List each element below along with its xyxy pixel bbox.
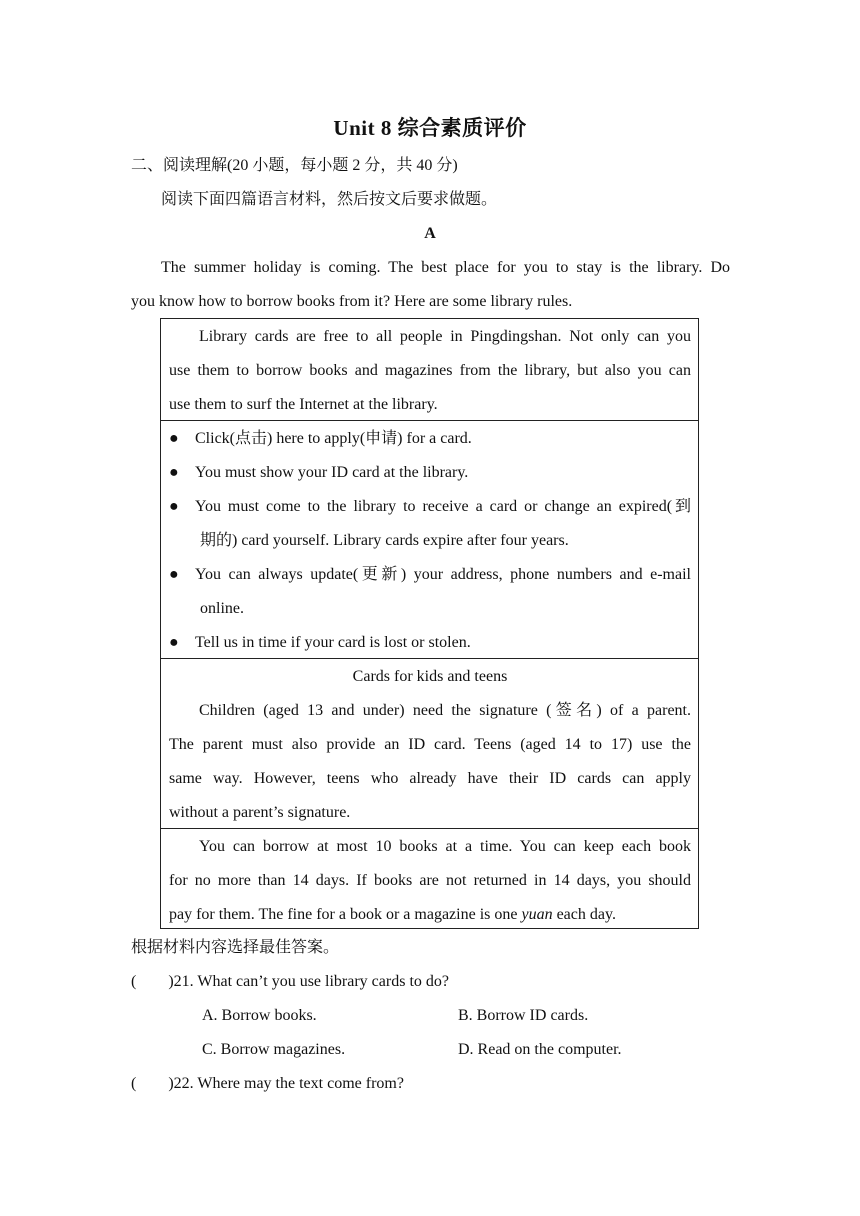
option-d[interactable]: D. Read on the computer. <box>458 1041 622 1058</box>
option-a[interactable]: A. Borrow books. <box>202 1007 317 1024</box>
rule-item: Tell us in time if your card is lost or stolen. <box>195 634 471 651</box>
section-heading: 二、阅读理解(20 小题，每小题 2 分，共 40 分) <box>131 157 458 174</box>
table-text-line: for no more than 14 days. If books are not returned in 14 days, you should <box>169 872 691 889</box>
option-c[interactable]: C. Borrow magazines. <box>202 1041 346 1058</box>
rule-item: You can always update(更新) your address, phone numbers and e-mail <box>195 566 691 583</box>
question-21-stem: ( )21. What can’t you use library cards to do? <box>131 973 449 990</box>
table-text-line <box>169 904 691 926</box>
table-divider <box>161 828 698 829</box>
bullet-icon: ● <box>169 464 179 481</box>
table-text-line: use them to surf the Internet at the library. <box>169 396 438 413</box>
fine-text-end: each day. <box>552 906 616 923</box>
rule-item: You must come to the library to receive a card or change an expired(到 <box>195 498 691 515</box>
table-divider <box>161 658 698 659</box>
table-text-line: without a parent’s signature. <box>169 804 351 821</box>
kids-heading: Cards for kids and teens <box>352 668 508 685</box>
question-22-stem: ( )22. Where may the text come from? <box>131 1075 404 1092</box>
intro-line-2: you know how to borrow books from it? Here are some library rules. <box>131 293 573 310</box>
bullet-icon: ● <box>169 566 179 583</box>
bullet-icon: ● <box>169 498 179 515</box>
rule-item: Click(点击) here to apply(申请) for a card. <box>195 430 472 447</box>
table-text-line: The parent must also provide an ID card. Teens (aged 14 to 17) use the <box>169 736 691 753</box>
rule-item-continued: online. <box>200 600 244 617</box>
table-text-line: Children (aged 13 and under) need the signature (签名) of a parent. <box>199 702 691 719</box>
rule-item: You must show your ID card at the library. <box>195 464 469 481</box>
instruction-text: 阅读下面四篇语言材料，然后按文后要求做题。 <box>161 191 498 208</box>
bullet-icon: ● <box>169 430 179 447</box>
table-text-line: use them to borrow books and magazines from the library, but also you can <box>169 362 691 379</box>
table-text-line: same way. However, teens who already have their ID cards can apply <box>169 770 691 787</box>
currency-word: yuan <box>521 906 553 923</box>
intro-line-1: The summer holiday is coming. The best place for you to stay is the library. Do <box>161 259 730 276</box>
table-divider <box>161 420 698 421</box>
option-b[interactable]: B. Borrow ID cards. <box>458 1007 589 1024</box>
passage-label: A <box>424 225 436 242</box>
table-text-line: You can borrow at most 10 books at a time. You can keep each book <box>199 838 691 855</box>
task-instruction: 根据材料内容选择最佳答案。 <box>131 939 340 956</box>
bullet-icon: ● <box>169 634 179 651</box>
rule-item-continued: 期的) card yourself. Library cards expire after four years. <box>200 532 569 549</box>
table-text-line: Library cards are free to all people in Pingdingshan. Not only can you <box>199 328 691 345</box>
fine-text: pay for them. The fine for a book or a magazine is one <box>169 906 522 923</box>
library-rules-table <box>160 318 699 929</box>
page-title: Unit 8 综合素质评价 <box>333 116 527 140</box>
